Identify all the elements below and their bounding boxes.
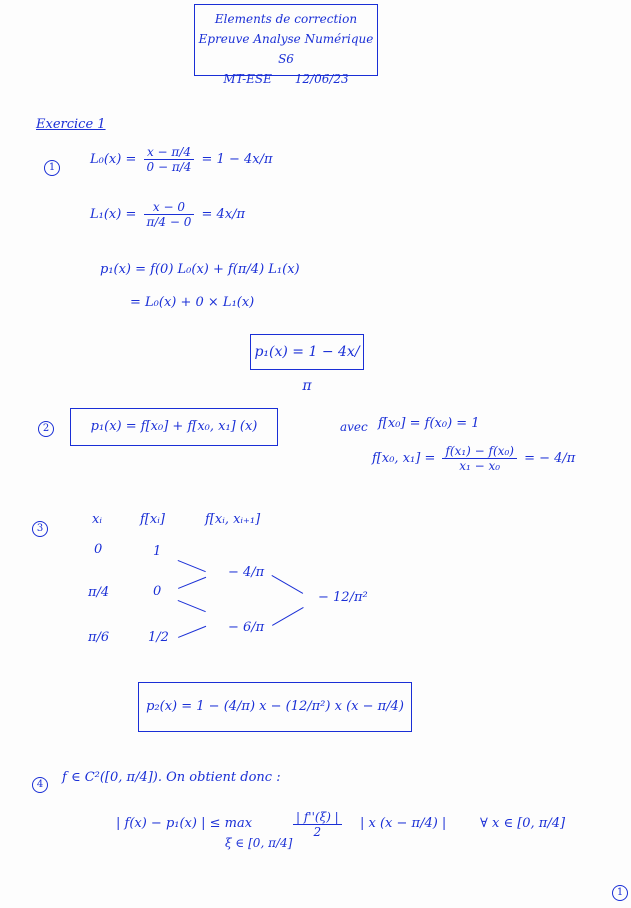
page-number: 1 [612,880,628,901]
table-header-dd: f[xᵢ, xᵢ₊₁] [205,512,261,527]
error-bound-rhs: | x (x − π/4) | [360,816,447,831]
question-3-marker: 3 [32,516,48,537]
table-arrow [178,577,206,589]
error-bound-fraction: $\frac{| f''(\xi) |}{2}$ [290,810,345,839]
header-date: 12/06/23 [294,72,349,86]
table-f-0: 1 [153,544,162,559]
table-x-1: π/4 [88,585,110,600]
table-x-0: 0 [94,542,103,557]
divided-difference-x0-x1: f[x₀, x₁] = $\frac{\text{f(x₁) − f(x₀)}}{\text{x₁ − x₀}}$ = − 4/π [372,444,576,473]
table-arrow [178,600,206,612]
header-exam: Epreuve Analyse Numérique S6 [198,32,374,66]
L0-formula: L₀(x) = $\frac{x - \pi/4}{0 - \pi/4}$ = 1 − 4x/π [90,145,273,174]
table-dd1-1: − 6/π [228,620,265,635]
p1-newton-box: p₁(x) = f[x₀] + f[x₀, x₁] (x) [70,408,278,446]
table-f-2: 1/2 [148,630,169,645]
header-class: MT-ESE [223,72,272,86]
table-dd2: − 12/π² [318,590,368,605]
question-4-marker: 4 [32,772,48,793]
table-f-1: 0 [153,584,162,599]
p1-expansion-line2: = L₀(x) + 0 × L₁(x) [130,295,255,310]
p1-expansion-line1: p₁(x) = f(0) L₀(x) + f(π/4) L₁(x) [100,262,300,277]
p2-result-box: p₂(x) = 1 − (4/π) x − (12/π²) x (x − π/4) [138,682,412,732]
table-dd1-0: − 4/π [228,565,265,580]
header-title: Elements de correction [214,12,358,26]
table-x-2: π/6 [88,630,110,645]
L1-formula: L₁(x) = $\frac{x - 0}{\pi/4 - 0}$ = 4x/π [90,200,246,229]
header-box [194,4,378,86]
error-bound-max-sub: ξ ∈ [0, π/4] [225,836,293,850]
table-arrow [271,575,303,594]
error-bound-forall: ∀ x ∈ [0, π/4] [480,816,566,831]
table-arrow [178,560,206,572]
f-x0-value: f[x₀] = f(x₀) = 1 [378,416,480,431]
table-arrow [178,626,206,638]
question-2-marker: 2 [38,416,54,437]
avec-label: avec [340,420,368,434]
error-bound-lhs: | f(x) − p₁(x) | ≤ max [116,816,253,831]
table-arrow [272,607,304,626]
table-header-x: xᵢ [92,512,102,527]
question-1-marker: 1 [44,155,60,176]
q4-intro: f ∈ C²([0, π/4]). On obtient donc : [62,770,281,785]
p1-result-box: p₁(x) = 1 − 4x/π [250,334,364,370]
table-header-f: f[xᵢ] [140,512,165,527]
exercise-title: Exercice 1 [36,117,106,132]
